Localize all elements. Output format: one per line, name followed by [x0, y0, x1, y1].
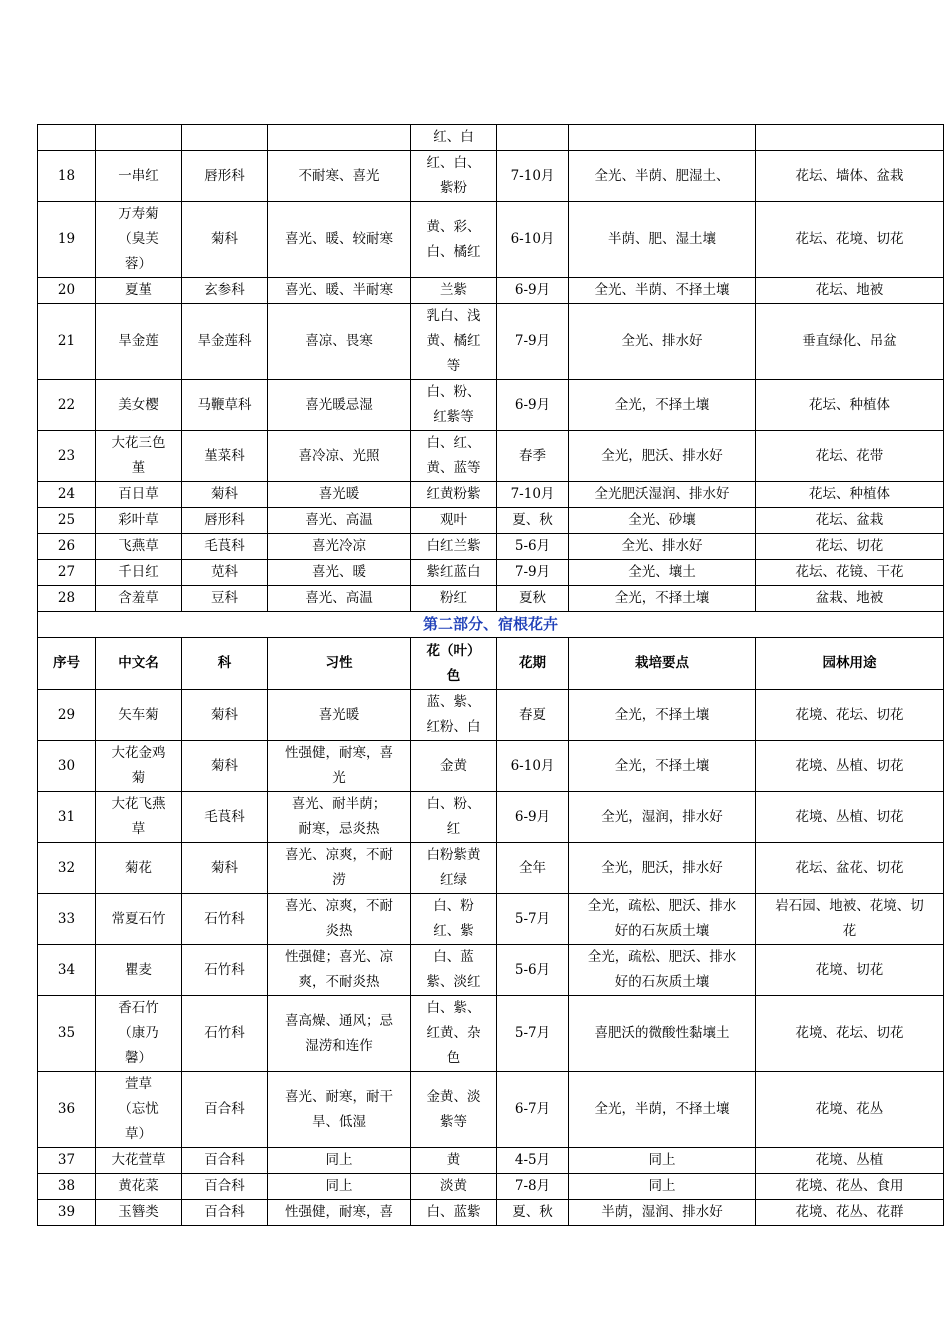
cell-use: 花境、丛植	[756, 1148, 944, 1174]
table-row	[38, 586, 944, 612]
cell-family: 苋科	[182, 560, 268, 586]
cell-period: 6-10月	[497, 202, 569, 278]
cell-no: 39	[38, 1200, 96, 1226]
cell-use: 花境、花坛、切花	[756, 996, 944, 1072]
cell-family: 毛茛科	[182, 534, 268, 560]
cell-color: 红黄粉紫	[411, 482, 497, 508]
cell-family: 石竹科	[182, 945, 268, 996]
cell-color: 乳白、浅 黄、橘红 等	[411, 304, 497, 380]
cell-cultivation: 同上	[569, 1174, 756, 1200]
cell-use: 花境、丛植、切花	[756, 792, 944, 843]
cell-habit: 喜光、暖	[268, 560, 411, 586]
cell-period: 7-9月	[497, 304, 569, 380]
cell-name: 大花金鸡 菊	[96, 741, 182, 792]
table-row	[38, 945, 944, 996]
cell-color: 蓝、紫、 红粉、白	[411, 690, 497, 741]
table-row	[38, 431, 944, 482]
table-row	[38, 151, 944, 202]
cell-cultivation: 全光，半荫，不择土壤	[569, 1072, 756, 1148]
cell-use: 花坛、种植体	[756, 380, 944, 431]
cell-use: 花坛、种植体	[756, 482, 944, 508]
cell-no: 36	[38, 1072, 96, 1148]
cell-name: 黄花菜	[96, 1174, 182, 1200]
cell-habit: 喜光、暖、半耐寒	[268, 278, 411, 304]
cell-use: 花坛、地被	[756, 278, 944, 304]
cell-cultivation: 半荫，湿润、排水好	[569, 1200, 756, 1226]
cell-cultivation: 全光、砂壤	[569, 508, 756, 534]
cell-use: 花境、花丛	[756, 1072, 944, 1148]
cell-cultivation: 喜肥沃的微酸性黏壤土	[569, 996, 756, 1072]
cell-cultivation: 全光，不择土壤	[569, 690, 756, 741]
cell-family: 唇形科	[182, 508, 268, 534]
table-row	[38, 304, 944, 380]
cell-color: 白、粉、 红	[411, 792, 497, 843]
cell-color: 白、粉、 红紫等	[411, 380, 497, 431]
cell-name: 美女樱	[96, 380, 182, 431]
table-row	[38, 1148, 944, 1174]
cell-use: 花坛、墙体、盆栽	[756, 151, 944, 202]
cell-use: 花坛、花带	[756, 431, 944, 482]
cell-cultivation: 全光，湿润，排水好	[569, 792, 756, 843]
cell-use: 花境、切花	[756, 945, 944, 996]
cell-name: 含羞草	[96, 586, 182, 612]
header-no: 序号	[38, 638, 96, 690]
cell-habit: 喜光暖忌湿	[268, 380, 411, 431]
cell-no: 27	[38, 560, 96, 586]
cell-use: 花坛、盆花、切花	[756, 843, 944, 894]
cell-cultivation: 半荫、肥、湿土壤	[569, 202, 756, 278]
bottom-table-body	[38, 690, 944, 1226]
cell-family: 堇菜科	[182, 431, 268, 482]
cell-color: 白、紫、 红黄、杂 色	[411, 996, 497, 1072]
cell-no: 28	[38, 586, 96, 612]
cell-color: 白红兰紫	[411, 534, 497, 560]
table-row	[38, 482, 944, 508]
top-table-body	[38, 125, 944, 612]
table-header-row	[38, 638, 944, 690]
cell-color: 红、白	[411, 125, 497, 151]
cell-period: 7-8月	[497, 1174, 569, 1200]
cell-no: 19	[38, 202, 96, 278]
cell-family: 菊科	[182, 741, 268, 792]
cell-use: 花境、花丛、花群	[756, 1200, 944, 1226]
cell-use: 垂直绿化、吊盆	[756, 304, 944, 380]
cell-habit: 喜光、凉爽，不耐 涝	[268, 843, 411, 894]
table-row	[38, 741, 944, 792]
cell-no: 30	[38, 741, 96, 792]
cell-name: 常夏石竹	[96, 894, 182, 945]
cell-cultivation: 全光、排水好	[569, 534, 756, 560]
cell-use: 盆栽、地被	[756, 586, 944, 612]
cell-color: 白粉紫黄 红绿	[411, 843, 497, 894]
table-row	[38, 690, 944, 741]
cell-cultivation	[569, 125, 756, 151]
cell-color: 白、粉 红、紫	[411, 894, 497, 945]
cell-use: 花境、丛植、切花	[756, 741, 944, 792]
table-row	[38, 534, 944, 560]
cell-name: 百日草	[96, 482, 182, 508]
cell-habit: 喜光、高温	[268, 586, 411, 612]
cell-name	[96, 125, 182, 151]
cell-family: 菊科	[182, 690, 268, 741]
cell-habit: 同上	[268, 1174, 411, 1200]
cell-use: 花坛、花镜、干花	[756, 560, 944, 586]
cell-habit: 性强健，耐寒，喜	[268, 1200, 411, 1226]
cell-use: 花坛、切花	[756, 534, 944, 560]
cell-cultivation: 全光，不择土壤	[569, 586, 756, 612]
header-use: 园林用途	[756, 638, 944, 690]
cell-family: 菊科	[182, 202, 268, 278]
cell-name: 大花三色 堇	[96, 431, 182, 482]
cell-family: 百合科	[182, 1174, 268, 1200]
cell-period: 7-10月	[497, 151, 569, 202]
cell-habit: 性强健，耐寒，喜 光	[268, 741, 411, 792]
cell-color: 红、白、 紫粉	[411, 151, 497, 202]
header-habit: 习性	[268, 638, 411, 690]
cell-period: 4-5月	[497, 1148, 569, 1174]
cell-period: 春季	[497, 431, 569, 482]
cell-period: 全年	[497, 843, 569, 894]
table-row	[38, 843, 944, 894]
cell-cultivation: 全光肥沃湿润、排水好	[569, 482, 756, 508]
cell-habit: 不耐寒、喜光	[268, 151, 411, 202]
table-row	[38, 380, 944, 431]
cell-family: 菊科	[182, 482, 268, 508]
cell-habit: 喜光、耐寒，耐干 旱、低湿	[268, 1072, 411, 1148]
cell-cultivation: 全光，疏松、肥沃、排水 好的石灰质土壤	[569, 945, 756, 996]
cell-no: 31	[38, 792, 96, 843]
cell-no: 26	[38, 534, 96, 560]
cell-family: 毛茛科	[182, 792, 268, 843]
cell-habit: 喜光暖	[268, 690, 411, 741]
cell-habit: 喜高燥、通风；忌 湿涝和连作	[268, 996, 411, 1072]
cell-color: 白、蓝 紫、淡红	[411, 945, 497, 996]
table-row	[38, 996, 944, 1072]
cell-use: 花境、花坛、切花	[756, 690, 944, 741]
cell-name: 万寿菊 （臭芙 蓉）	[96, 202, 182, 278]
cell-period: 6-9月	[497, 792, 569, 843]
cell-no: 22	[38, 380, 96, 431]
cell-no: 37	[38, 1148, 96, 1174]
cell-habit: 喜冷凉、光照	[268, 431, 411, 482]
cell-no: 29	[38, 690, 96, 741]
cell-period: 夏、秋	[497, 1200, 569, 1226]
cell-name: 一串红	[96, 151, 182, 202]
cell-no: 34	[38, 945, 96, 996]
cell-family: 石竹科	[182, 894, 268, 945]
header-family: 科	[182, 638, 268, 690]
cell-color: 白、红、 黄、蓝等	[411, 431, 497, 482]
cell-no: 25	[38, 508, 96, 534]
cell-family: 石竹科	[182, 996, 268, 1072]
cell-cultivation: 全光，不择土壤	[569, 741, 756, 792]
cell-habit: 喜光、凉爽，不耐 炎热	[268, 894, 411, 945]
header-cultivation: 栽培要点	[569, 638, 756, 690]
cell-cultivation: 全光，肥沃，排水好	[569, 843, 756, 894]
cell-no: 21	[38, 304, 96, 380]
cell-name: 大花萱草	[96, 1148, 182, 1174]
cell-cultivation: 全光、排水好	[569, 304, 756, 380]
cell-no: 38	[38, 1174, 96, 1200]
cell-color: 金黄	[411, 741, 497, 792]
cell-cultivation: 全光、半荫、不择土壤	[569, 278, 756, 304]
table-row	[38, 1200, 944, 1226]
cell-family: 百合科	[182, 1148, 268, 1174]
section-title-row	[38, 612, 944, 638]
cell-use: 花坛、盆栽	[756, 508, 944, 534]
cell-name: 玉簪类	[96, 1200, 182, 1226]
table-row	[38, 894, 944, 945]
cell-color: 紫红蓝白	[411, 560, 497, 586]
cell-family: 旱金莲科	[182, 304, 268, 380]
cell-cultivation: 全光，不择土壤	[569, 380, 756, 431]
cell-name: 夏堇	[96, 278, 182, 304]
cell-color: 金黄、淡 紫等	[411, 1072, 497, 1148]
cell-habit: 同上	[268, 1148, 411, 1174]
cell-color: 兰紫	[411, 278, 497, 304]
cell-no: 32	[38, 843, 96, 894]
cell-period: 5-6月	[497, 945, 569, 996]
cell-color: 粉红	[411, 586, 497, 612]
cell-name: 香石竹 （康乃 馨）	[96, 996, 182, 1072]
cell-cultivation: 全光、半荫、肥湿土、	[569, 151, 756, 202]
cell-color: 观叶	[411, 508, 497, 534]
cell-family: 菊科	[182, 843, 268, 894]
cell-habit	[268, 125, 411, 151]
cell-family: 百合科	[182, 1072, 268, 1148]
cell-habit: 喜光、耐半荫； 耐寒，忌炎热	[268, 792, 411, 843]
table-row	[38, 508, 944, 534]
cell-habit: 喜光暖	[268, 482, 411, 508]
cell-use: 花境、花丛、食用	[756, 1174, 944, 1200]
table-row	[38, 792, 944, 843]
table-row	[38, 278, 944, 304]
cell-period: 夏、秋	[497, 508, 569, 534]
cell-period: 春夏	[497, 690, 569, 741]
cell-period: 5-7月	[497, 894, 569, 945]
plant-table	[37, 124, 944, 1226]
cell-no: 35	[38, 996, 96, 1072]
header-period: 花期	[497, 638, 569, 690]
cell-cultivation: 全光、壤土	[569, 560, 756, 586]
cell-period	[497, 125, 569, 151]
cell-cultivation: 全光，肥沃、排水好	[569, 431, 756, 482]
cell-family: 百合科	[182, 1200, 268, 1226]
cell-use	[756, 125, 944, 151]
cell-family: 马鞭草科	[182, 380, 268, 431]
cell-no: 33	[38, 894, 96, 945]
table-row	[38, 125, 944, 151]
section-title: 第二部分、宿根花卉	[38, 612, 944, 638]
cell-name: 飞燕草	[96, 534, 182, 560]
cell-name: 萱草 （忘忧 草）	[96, 1072, 182, 1148]
cell-family	[182, 125, 268, 151]
cell-no	[38, 125, 96, 151]
cell-cultivation: 全光，疏松、肥沃、排水 好的石灰质土壤	[569, 894, 756, 945]
cell-period: 6-7月	[497, 1072, 569, 1148]
cell-cultivation: 同上	[569, 1148, 756, 1174]
cell-name: 彩叶草	[96, 508, 182, 534]
cell-name: 千日红	[96, 560, 182, 586]
cell-color: 黄	[411, 1148, 497, 1174]
header-color: 花（叶） 色	[411, 638, 497, 690]
cell-period: 6-10月	[497, 741, 569, 792]
cell-family: 玄参科	[182, 278, 268, 304]
table-row	[38, 1072, 944, 1148]
cell-color: 黄、彩、 白、橘红	[411, 202, 497, 278]
cell-habit: 喜凉、畏寒	[268, 304, 411, 380]
cell-color: 淡黄	[411, 1174, 497, 1200]
cell-period: 7-10月	[497, 482, 569, 508]
cell-name: 菊花	[96, 843, 182, 894]
cell-use: 花坛、花境、切花	[756, 202, 944, 278]
cell-family: 豆科	[182, 586, 268, 612]
cell-period: 5-7月	[497, 996, 569, 1072]
table-row	[38, 202, 944, 278]
cell-period: 7-9月	[497, 560, 569, 586]
table-row	[38, 1174, 944, 1200]
cell-period: 6-9月	[497, 278, 569, 304]
cell-habit: 喜光、高温	[268, 508, 411, 534]
cell-no: 20	[38, 278, 96, 304]
cell-habit: 性强健；喜光、凉 爽，不耐炎热	[268, 945, 411, 996]
cell-name: 矢车菊	[96, 690, 182, 741]
cell-family: 唇形科	[182, 151, 268, 202]
cell-period: 夏秋	[497, 586, 569, 612]
cell-habit: 喜光冷凉	[268, 534, 411, 560]
cell-no: 24	[38, 482, 96, 508]
cell-use: 岩石园、地被、花境、切 花	[756, 894, 944, 945]
cell-no: 23	[38, 431, 96, 482]
cell-name: 瞿麦	[96, 945, 182, 996]
cell-habit: 喜光、暖、较耐寒	[268, 202, 411, 278]
cell-name: 旱金莲	[96, 304, 182, 380]
cell-name: 大花飞燕 草	[96, 792, 182, 843]
cell-no: 18	[38, 151, 96, 202]
cell-color: 白、蓝紫	[411, 1200, 497, 1226]
cell-period: 6-9月	[497, 380, 569, 431]
table-row	[38, 560, 944, 586]
header-name: 中文名	[96, 638, 182, 690]
cell-period: 5-6月	[497, 534, 569, 560]
